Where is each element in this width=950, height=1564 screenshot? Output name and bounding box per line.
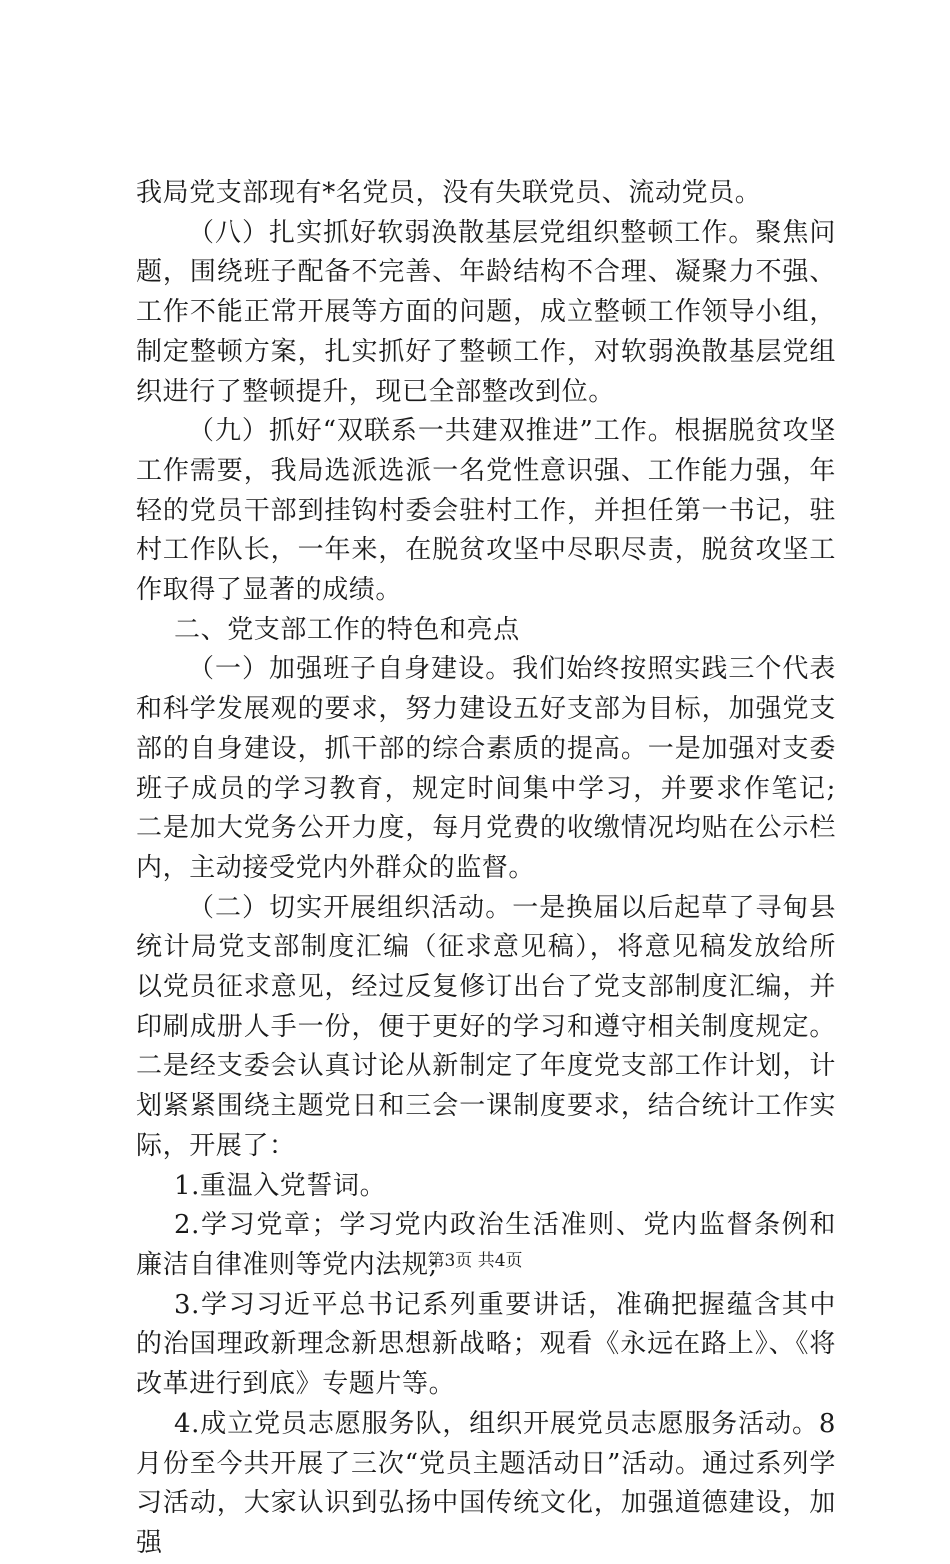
- paragraph-section-8: （八）扎实抓好软弱涣散基层党组织整顿工作。聚焦问题，围绕班子配备不完善、年龄结构不合理、凝聚力不强、工作不能正常开展等方面的问题，成立整顿工作领导小组，制定整顿方案，扎实抓好了整顿工作，对软弱涣散基层党组织进行了整顿提升，现已全部整改到位。: [136, 217, 836, 407]
- paragraph-highlight-2: （二）切实开展组织活动。一是换届以后起草了寻甸县统计局党支部制度汇编（征求意见稿），将意见稿发放给所以党员征求意见，经过反复修订出台了党支部制度汇编，并印刷成册人手一份，便于更好的学习和遵守相关制度规定。二是经支委会认真讨论从新制定了年度党支部工作计划，计划紧紧围绕主题党日和三会一课制度要求，结合统计工作实际，开展了：: [136, 892, 836, 1161]
- paragraph-section-9: （九）抓好“双联系一共建双推进”工作。根据脱贫攻坚工作需要，我局选派选派一名党性意识强、工作能力强，年轻的党员干部到挂钩村委会驻村工作，并担任第一书记，驻村工作队长，一年来，在脱贫攻坚中尽职尽责，脱贫攻坚工作取得了显著的成绩。: [136, 416, 836, 606]
- list-item-2: 2.学习党章；学习党内政治生活准则、党内监督条例和廉洁自律准则等党内法规;: [136, 1210, 836, 1280]
- paragraph-highlight-1: （一）加强班子自身建设。我们始终按照实践三个代表和科学发展观的要求，努力建设五好支部为目标，加强党支部的自身建设，抓干部的综合素质的提高。一是加强对支委班子成员的学习教育，规定时间集中学习，并要求作笔记;二是加大党务公开力度，每月党费的收缴情况均贴在公示栏内，主动接受党内外群众的监督。: [136, 654, 836, 883]
- list-item-1: 1.重温入党誓词。: [174, 1170, 387, 1201]
- paragraph-party-members: 我局党支部现有*名党员，没有失联党员、流动党员。: [136, 178, 762, 208]
- document-body: [136, 174, 836, 1564]
- list-item-4: 4.成立党员志愿服务队，组织开展党员志愿服务活动。8月份至今共开展了三次“党员主题活动日”活动。通过系列学习活动，大家认识到弘扬中国传统文化，加强道德建设，加强: [136, 1408, 836, 1558]
- section-heading-highlights: 二、党支部工作的特色和亮点: [174, 614, 520, 645]
- list-item-3: 3.学习习近平总书记系列重要讲话，准确把握蕴含其中的治国理政新理念新思想新战略；观看《永远在路上》、《将改革进行到底》专题片等。: [136, 1289, 836, 1400]
- page-number-footer: 第3页 共4页: [427, 1251, 523, 1271]
